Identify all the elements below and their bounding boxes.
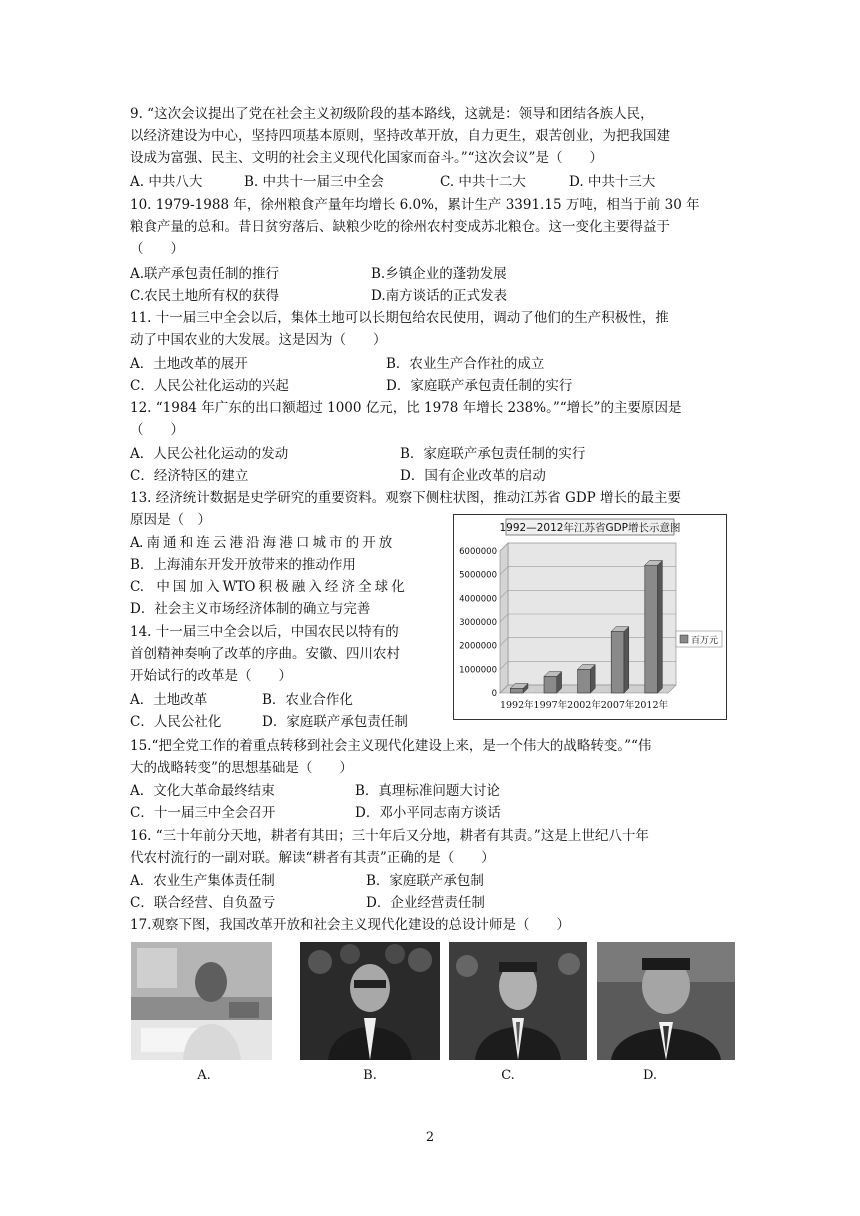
q9-option-b: B. 中共十一届三中全会 (244, 174, 385, 190)
chart-y-tick-label: 2000000 (459, 641, 497, 652)
q16-line-1: 16. “三十年前分天地，耕者有其田；三十年后又分地，耕者有其责。”这是上世纪八十年 (130, 828, 649, 844)
chart-bar-side (624, 627, 629, 693)
chart-y-tick-label: 3000000 (459, 618, 497, 628)
photo-label-d: D. (642, 1068, 658, 1083)
q16-option-a: A．农业生产集体责任制 (130, 873, 275, 889)
portrait-photo-d (597, 942, 735, 1060)
chart-legend-swatch (680, 635, 688, 643)
chart-bar (578, 669, 591, 693)
q9-line-1: 9. “这次会议提出了党在社会主义初级阶段的基本路线，这就是：领导和团结各族人民， (130, 106, 654, 122)
q14-line-2: 首创精神奏响了改革的序曲。安徽、四川农村 (130, 646, 400, 662)
chart-y-tick-label: 6000000 (459, 547, 497, 557)
q9-option-d: D. 中共十三大 (569, 174, 656, 190)
q10-line-1: 10. 1979-1988 年，徐州粮食产量年均增长 6.0%，累计生产 3391.15 万吨，相当于前 30 年 (130, 197, 700, 213)
q13-option-c: C． 中 国 加 入 WTO 积 极 融 入 经 济 全 球 化 (130, 579, 405, 595)
photo-label-c: C. (501, 1068, 515, 1083)
q11-option-a: A．土地改革的展开 (130, 356, 248, 372)
q11-option-d: D．家庭联产承包责任制的实行 (386, 378, 573, 394)
portrait-photo-b (300, 942, 440, 1060)
q14-option-c: C．人民公社化 (130, 714, 222, 730)
q13-line-2: 原因是（ ） (130, 512, 211, 528)
q11-line-1: 11. 十一届三中全会以后，集体土地可以长期包给农民使用，调动了他们的生产积极性，推 (130, 310, 669, 326)
page-number: 2 (425, 1130, 435, 1145)
q12-line-1: 12. “1984 年广东的出口额超过 1000 亿元，比 1978 年增长 238%。”“增长”的主要原因是 (130, 400, 682, 416)
chart-y-tick-label: 5000000 (459, 570, 497, 581)
photo-label-a: A. (197, 1068, 211, 1083)
chart-bar-side (658, 560, 663, 693)
q16-option-d: D．企业经营责任制 (366, 895, 485, 911)
q11-line-2: 动了中国农业的大发展。这是因为（ ） (130, 332, 387, 348)
q16-option-b: B．家庭联产承包制 (366, 873, 484, 889)
chart-y-tick-label: 4000000 (459, 594, 497, 605)
q14-option-d: D．家庭联产承包责任制 (262, 714, 408, 730)
q15-line-1: 15.“把全党工作的着重点转移到社会主义现代化建设上来，是一个伟大的战略转变。”“伟 (130, 738, 652, 754)
q9-line-2: 以经济建设为中心，坚持四项基本原则，坚持改革开放，自力更生，艰苦创业，为把我国建 (130, 128, 670, 144)
q10-line-3: （ ） (130, 241, 184, 257)
gdp-chart (453, 514, 727, 720)
q15-option-d: D．邓小平同志南方谈话 (355, 805, 501, 821)
portrait-photo-a (131, 942, 272, 1060)
q15-option-c: C．十一届三中全会召开 (130, 805, 276, 821)
q15-option-b: B．真理标准问题大讨论 (355, 783, 500, 799)
q10-option-b: B.乡镇企业的蓬勃发展 (371, 266, 507, 282)
q10-option-d: D.南方谈话的正式发表 (371, 288, 508, 304)
chart-y-tick-label: 1000000 (459, 665, 497, 676)
q16-line-2: 代农村流行的一副对联。解读“耕者有其责”正确的是（ ） (130, 850, 495, 866)
q14-option-a: A．土地改革 (130, 692, 208, 708)
chart-x-tick-label: 1992年 (499, 700, 534, 711)
chart-x-tick-label: 2002年 (567, 700, 601, 711)
q9-option-c: C. 中共十二大 (440, 174, 526, 190)
q11-option-b: B．农业生产合作社的成立 (386, 356, 545, 372)
q11-option-c: C．人民公社化运动的兴起 (130, 378, 289, 394)
q15-line-2: 大的战略转变”的思想基础是（ ） (130, 760, 353, 776)
chart-bar (544, 676, 557, 693)
q10-line-2: 粮食产量的总和。昔日贫穷落后、缺粮少吃的徐州农村变成苏北粮仓。这一变化主要得益于 (130, 219, 670, 235)
q10-option-a: A.联产承包责任制的推行 (130, 266, 280, 282)
q14-line-1: 14. 十一届三中全会以后，中国农民以特有的 (130, 624, 399, 640)
q10-option-c: C.农民土地所有权的获得 (130, 288, 280, 304)
q12-option-a: A．人民公社化运动的发动 (130, 446, 289, 462)
q9-line-3: 设成为富强、民主、文明的社会主义现代化国家而奋斗。”“这次会议”是（ ） (130, 150, 603, 166)
q13-option-b: B．上海浦东开发开放带来的推动作用 (130, 557, 356, 573)
q15-option-a: A．文化大革命最终结束 (130, 783, 275, 799)
chart-x-tick-label: 2007年 (600, 700, 635, 711)
chart-bar (510, 688, 523, 693)
q12-option-b: B．家庭联产承包责任制的实行 (400, 446, 586, 462)
q12-line-2: （ ） (130, 422, 184, 438)
chart-x-tick-label: 1997年 (533, 700, 568, 711)
q13-option-a: A. 南 通 和 连 云 港 沿 海 港 口 城 市 的 开 放 (130, 535, 392, 551)
chart-title: 1992—2012年江苏省GDP增长示意图 (499, 522, 681, 534)
q14-option-b: B．农业合作化 (262, 692, 353, 708)
q13-option-d: D．社会主义市场经济体制的确立与完善 (130, 601, 371, 617)
chart-bar (611, 631, 624, 693)
q14-line-3: 开始试行的改革是（ ） (130, 668, 292, 684)
photo-label-b: B. (363, 1068, 377, 1083)
q13-line-1: 13. 经济统计数据是史学研究的重要资料。观察下侧柱状图，推动江苏省 GDP 增长的最主要 (130, 490, 682, 506)
chart-y-tick-label: 0 (491, 689, 497, 699)
q12-option-c: C．经济特区的建立 (130, 468, 249, 484)
gdp-chart-svg (454, 515, 726, 719)
chart-x-tick-label: 2012年 (634, 700, 669, 711)
q9-option-a: A. 中共八大 (130, 174, 203, 190)
q16-option-c: C．联合经营、自负盈亏 (130, 895, 276, 911)
chart-bar (645, 565, 658, 693)
portrait-photo-c (449, 942, 587, 1060)
q12-option-d: D．国有企业改革的启动 (400, 468, 546, 484)
q17-line: 17.观察下图，我国改革开放和社会主义现代化建设的总设计师是（ ） (130, 917, 570, 933)
chart-legend-label: 百万元 (691, 636, 719, 646)
